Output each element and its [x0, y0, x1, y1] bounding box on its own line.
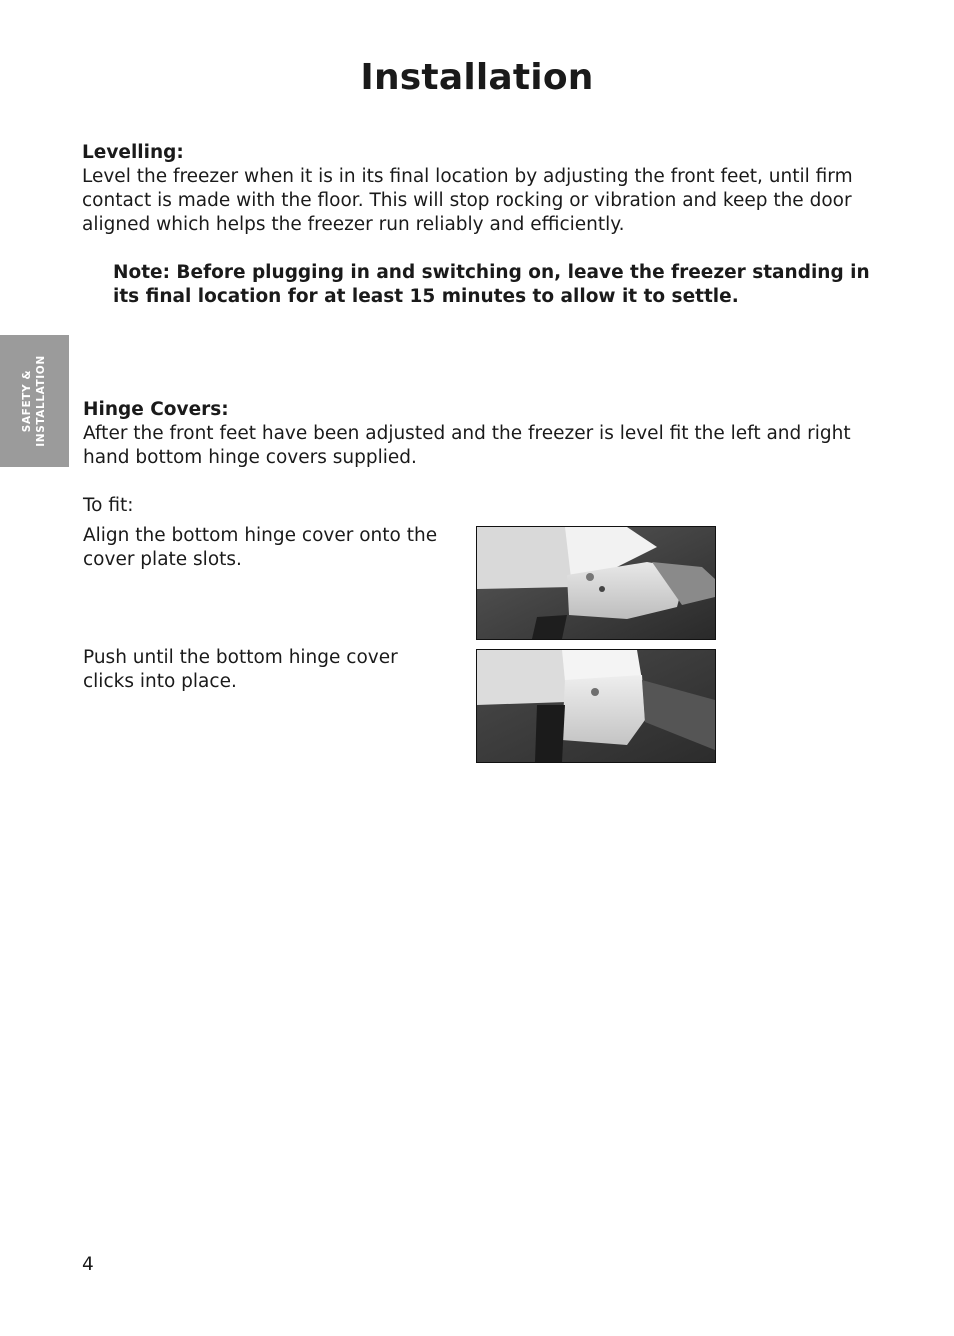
to-fit-label: To fit:: [83, 495, 134, 516]
settle-note: Note: Before plugging in and switching on, leave the freezer standing in its final location for at least 15 minutes to allow it to settle.: [113, 262, 870, 307]
side-tab-label: SAFETY & INSTALLATION: [21, 355, 47, 447]
levelling-body: Level the freezer when it is in its final location by adjusting the front feet, until firm contact is made with the floor. This will stop rocking or vibration and keep the door aligned which helps the freezer run reliably and efficiently.: [82, 166, 853, 235]
step-push-text: Push until the bottom hinge cover clicks into place.: [83, 647, 398, 692]
page-number: 4: [82, 1254, 94, 1275]
section-side-tab-label: [20, 351, 48, 451]
hinge-covers-section: [83, 398, 873, 470]
levelling-section: [82, 141, 872, 237]
hinge-cover-push-photo: [476, 649, 716, 763]
section-side-tab: [0, 335, 69, 467]
hinge-covers-body: After the front feet have been adjusted and the freezer is level fit the left and right hand bottom hinge covers supplied.: [83, 423, 851, 468]
hinge-covers-heading: Hinge Covers:: [83, 399, 229, 420]
page-title: Installation: [360, 57, 594, 98]
hinge-cover-align-photo: [476, 526, 716, 640]
step-align-text: Align the bottom hinge cover onto the cover plate slots.: [83, 525, 438, 570]
levelling-heading: Levelling:: [82, 142, 184, 163]
